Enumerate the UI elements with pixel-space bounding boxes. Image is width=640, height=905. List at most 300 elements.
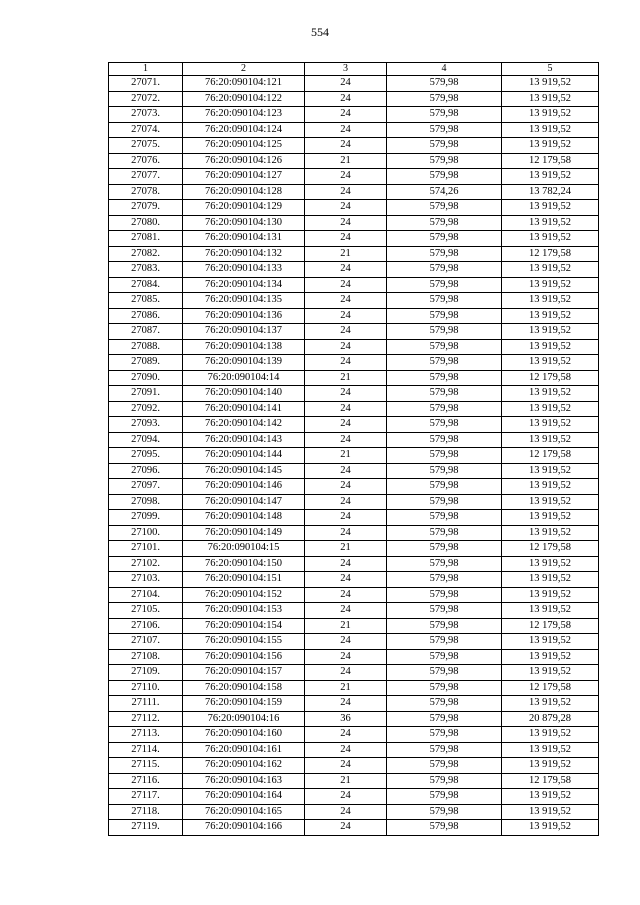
cadastral-number-cell: 76:20:090104:143 [183, 432, 305, 448]
cadastral-number-cell: 76:20:090104:131 [183, 231, 305, 247]
area-cell: 24 [305, 432, 387, 448]
rate-cell: 579,98 [387, 804, 502, 820]
row-number-cell: 27094. [109, 432, 183, 448]
amount-cell: 13 919,52 [502, 138, 599, 154]
area-cell: 24 [305, 200, 387, 216]
table-row [109, 742, 599, 758]
cadastral-number-cell: 76:20:090104:141 [183, 401, 305, 417]
amount-cell: 13 919,52 [502, 510, 599, 526]
area-cell: 24 [305, 665, 387, 681]
rate-cell: 579,98 [387, 324, 502, 340]
cadastral-number-cell: 76:20:090104:163 [183, 773, 305, 789]
table-row [109, 184, 599, 200]
rate-cell: 579,98 [387, 479, 502, 495]
area-cell: 24 [305, 820, 387, 836]
cadastral-number-cell: 76:20:090104:139 [183, 355, 305, 371]
table-row [109, 463, 599, 479]
area-cell: 24 [305, 107, 387, 123]
area-cell: 24 [305, 262, 387, 278]
table-row [109, 138, 599, 154]
row-number-cell: 27105. [109, 603, 183, 619]
area-cell: 24 [305, 603, 387, 619]
cadastral-number-cell: 76:20:090104:129 [183, 200, 305, 216]
rate-cell: 579,98 [387, 711, 502, 727]
rate-cell: 579,98 [387, 231, 502, 247]
table-body [109, 76, 599, 836]
amount-cell: 13 919,52 [502, 339, 599, 355]
amount-cell: 20 879,28 [502, 711, 599, 727]
row-number-cell: 27089. [109, 355, 183, 371]
amount-cell: 13 919,52 [502, 603, 599, 619]
area-cell: 24 [305, 122, 387, 138]
table-row [109, 324, 599, 340]
table-row [109, 200, 599, 216]
row-number-cell: 27082. [109, 246, 183, 262]
cadastral-number-cell: 76:20:090104:156 [183, 649, 305, 665]
area-cell: 24 [305, 417, 387, 433]
amount-cell: 13 919,52 [502, 262, 599, 278]
area-cell: 24 [305, 293, 387, 309]
rate-cell: 579,98 [387, 618, 502, 634]
column-header-5: 5 [502, 63, 599, 76]
rate-cell: 579,98 [387, 169, 502, 185]
row-number-cell: 27102. [109, 556, 183, 572]
area-cell: 24 [305, 308, 387, 324]
area-cell: 24 [305, 804, 387, 820]
area-cell: 24 [305, 696, 387, 712]
cadastral-number-cell: 76:20:090104:133 [183, 262, 305, 278]
amount-cell: 13 919,52 [502, 277, 599, 293]
table-header-row [109, 63, 599, 76]
cadastral-number-cell: 76:20:090104:151 [183, 572, 305, 588]
area-cell: 24 [305, 169, 387, 185]
row-number-cell: 27111. [109, 696, 183, 712]
table-row [109, 541, 599, 557]
amount-cell: 13 919,52 [502, 169, 599, 185]
rate-cell: 579,98 [387, 758, 502, 774]
table-row [109, 277, 599, 293]
rate-cell: 579,98 [387, 727, 502, 743]
area-cell: 24 [305, 742, 387, 758]
area-cell: 24 [305, 634, 387, 650]
amount-cell: 13 919,52 [502, 556, 599, 572]
table-row [109, 169, 599, 185]
cadastral-number-cell: 76:20:090104:138 [183, 339, 305, 355]
area-cell: 24 [305, 479, 387, 495]
rate-cell: 579,98 [387, 91, 502, 107]
area-cell: 24 [305, 277, 387, 293]
cadastral-number-cell: 76:20:090104:146 [183, 479, 305, 495]
amount-cell: 13 919,52 [502, 215, 599, 231]
area-cell: 21 [305, 618, 387, 634]
cadastral-number-cell: 76:20:090104:153 [183, 603, 305, 619]
cadastral-number-cell: 76:20:090104:147 [183, 494, 305, 510]
row-number-cell: 27103. [109, 572, 183, 588]
row-number-cell: 27097. [109, 479, 183, 495]
column-header-3: 3 [305, 63, 387, 76]
amount-cell: 13 919,52 [502, 122, 599, 138]
area-cell: 24 [305, 324, 387, 340]
row-number-cell: 27116. [109, 773, 183, 789]
row-number-cell: 27081. [109, 231, 183, 247]
table-row [109, 711, 599, 727]
table-row [109, 448, 599, 464]
rate-cell: 579,98 [387, 200, 502, 216]
area-cell: 36 [305, 711, 387, 727]
area-cell: 24 [305, 525, 387, 541]
area-cell: 24 [305, 339, 387, 355]
cadastral-number-cell: 76:20:090104:162 [183, 758, 305, 774]
table-row [109, 758, 599, 774]
table-row [109, 153, 599, 169]
cadastral-number-cell: 76:20:090104:161 [183, 742, 305, 758]
cadastral-number-cell: 76:20:090104:137 [183, 324, 305, 340]
table-row [109, 820, 599, 836]
row-number-cell: 27093. [109, 417, 183, 433]
cadastral-number-cell: 76:20:090104:130 [183, 215, 305, 231]
rate-cell: 579,98 [387, 215, 502, 231]
row-number-cell: 27117. [109, 789, 183, 805]
rate-cell: 579,98 [387, 541, 502, 557]
amount-cell: 13 919,52 [502, 200, 599, 216]
row-number-cell: 27101. [109, 541, 183, 557]
rate-cell: 579,98 [387, 773, 502, 789]
cadastral-number-cell: 76:20:090104:14 [183, 370, 305, 386]
cadastral-number-cell: 76:20:090104:154 [183, 618, 305, 634]
amount-cell: 13 919,52 [502, 324, 599, 340]
table-row [109, 525, 599, 541]
row-number-cell: 27074. [109, 122, 183, 138]
rate-cell: 579,98 [387, 525, 502, 541]
rate-cell: 579,98 [387, 355, 502, 371]
rate-cell: 579,98 [387, 370, 502, 386]
cadastral-number-cell: 76:20:090104:127 [183, 169, 305, 185]
cadastral-number-cell: 76:20:090104:160 [183, 727, 305, 743]
row-number-cell: 27113. [109, 727, 183, 743]
row-number-cell: 27075. [109, 138, 183, 154]
table-row [109, 727, 599, 743]
table-header [109, 63, 599, 76]
table-row [109, 494, 599, 510]
table-row [109, 587, 599, 603]
amount-cell: 13 919,52 [502, 742, 599, 758]
rate-cell: 579,98 [387, 463, 502, 479]
rate-cell: 579,98 [387, 665, 502, 681]
amount-cell: 12 179,58 [502, 246, 599, 262]
amount-cell: 13 919,52 [502, 727, 599, 743]
rate-cell: 579,98 [387, 696, 502, 712]
row-number-cell: 27077. [109, 169, 183, 185]
column-header-2: 2 [183, 63, 305, 76]
area-cell: 21 [305, 246, 387, 262]
cadastral-number-cell: 76:20:090104:150 [183, 556, 305, 572]
area-cell: 24 [305, 789, 387, 805]
table-row [109, 339, 599, 355]
rate-cell: 579,98 [387, 417, 502, 433]
data-table [108, 62, 599, 836]
rate-cell: 579,98 [387, 122, 502, 138]
table-row [109, 572, 599, 588]
row-number-cell: 27108. [109, 649, 183, 665]
rate-cell: 579,98 [387, 680, 502, 696]
amount-cell: 13 919,52 [502, 386, 599, 402]
rate-cell: 579,98 [387, 448, 502, 464]
amount-cell: 13 919,52 [502, 417, 599, 433]
area-cell: 21 [305, 773, 387, 789]
amount-cell: 12 179,58 [502, 370, 599, 386]
cadastral-number-cell: 76:20:090104:159 [183, 696, 305, 712]
amount-cell: 13 919,52 [502, 572, 599, 588]
table-row [109, 91, 599, 107]
table-row [109, 107, 599, 123]
row-number-cell: 27098. [109, 494, 183, 510]
rate-cell: 579,98 [387, 556, 502, 572]
column-header-1: 1 [109, 63, 183, 76]
row-number-cell: 27106. [109, 618, 183, 634]
rate-cell: 579,98 [387, 107, 502, 123]
area-cell: 24 [305, 386, 387, 402]
rate-cell: 579,98 [387, 742, 502, 758]
area-cell: 24 [305, 572, 387, 588]
row-number-cell: 27109. [109, 665, 183, 681]
table-row [109, 231, 599, 247]
amount-cell: 13 782,24 [502, 184, 599, 200]
area-cell: 24 [305, 494, 387, 510]
cadastral-number-cell: 76:20:090104:122 [183, 91, 305, 107]
amount-cell: 13 919,52 [502, 587, 599, 603]
table-row [109, 556, 599, 572]
row-number-cell: 27092. [109, 401, 183, 417]
table-row [109, 76, 599, 92]
amount-cell: 13 919,52 [502, 820, 599, 836]
rate-cell: 579,98 [387, 153, 502, 169]
amount-cell: 13 919,52 [502, 76, 599, 92]
row-number-cell: 27114. [109, 742, 183, 758]
cadastral-number-cell: 76:20:090104:166 [183, 820, 305, 836]
table-row [109, 215, 599, 231]
amount-cell: 12 179,58 [502, 153, 599, 169]
table-row [109, 293, 599, 309]
area-cell: 24 [305, 138, 387, 154]
cadastral-number-cell: 76:20:090104:152 [183, 587, 305, 603]
amount-cell: 13 919,52 [502, 494, 599, 510]
row-number-cell: 27096. [109, 463, 183, 479]
amount-cell: 13 919,52 [502, 308, 599, 324]
table-row [109, 649, 599, 665]
table-row [109, 386, 599, 402]
rate-cell: 579,98 [387, 386, 502, 402]
amount-cell: 13 919,52 [502, 665, 599, 681]
row-number-cell: 27107. [109, 634, 183, 650]
area-cell: 24 [305, 556, 387, 572]
amount-cell: 13 919,52 [502, 231, 599, 247]
amount-cell: 13 919,52 [502, 696, 599, 712]
cadastral-number-cell: 76:20:090104:140 [183, 386, 305, 402]
cadastral-number-cell: 76:20:090104:155 [183, 634, 305, 650]
row-number-cell: 27071. [109, 76, 183, 92]
area-cell: 24 [305, 401, 387, 417]
area-cell: 21 [305, 153, 387, 169]
rate-cell: 579,98 [387, 634, 502, 650]
row-number-cell: 27090. [109, 370, 183, 386]
area-cell: 24 [305, 184, 387, 200]
rate-cell: 579,98 [387, 138, 502, 154]
row-number-cell: 27091. [109, 386, 183, 402]
area-cell: 24 [305, 355, 387, 371]
row-number-cell: 27073. [109, 107, 183, 123]
rate-cell: 579,98 [387, 339, 502, 355]
cadastral-number-cell: 76:20:090104:132 [183, 246, 305, 262]
cadastral-number-cell: 76:20:090104:126 [183, 153, 305, 169]
area-cell: 24 [305, 510, 387, 526]
rate-cell: 579,98 [387, 572, 502, 588]
table-row [109, 262, 599, 278]
rate-cell: 579,98 [387, 820, 502, 836]
area-cell: 24 [305, 587, 387, 603]
amount-cell: 13 919,52 [502, 293, 599, 309]
row-number-cell: 27086. [109, 308, 183, 324]
amount-cell: 12 179,58 [502, 618, 599, 634]
table-row [109, 665, 599, 681]
rate-cell: 579,98 [387, 510, 502, 526]
row-number-cell: 27104. [109, 587, 183, 603]
row-number-cell: 27084. [109, 277, 183, 293]
table-row [109, 696, 599, 712]
row-number-cell: 27083. [109, 262, 183, 278]
table-row [109, 308, 599, 324]
table-row [109, 618, 599, 634]
rate-cell: 579,98 [387, 649, 502, 665]
row-number-cell: 27115. [109, 758, 183, 774]
area-cell: 24 [305, 215, 387, 231]
table-row [109, 246, 599, 262]
row-number-cell: 27088. [109, 339, 183, 355]
row-number-cell: 27110. [109, 680, 183, 696]
rate-cell: 579,98 [387, 494, 502, 510]
rate-cell: 579,98 [387, 432, 502, 448]
table-row [109, 773, 599, 789]
row-number-cell: 27112. [109, 711, 183, 727]
cadastral-number-cell: 76:20:090104:158 [183, 680, 305, 696]
area-cell: 24 [305, 463, 387, 479]
cadastral-number-cell: 76:20:090104:128 [183, 184, 305, 200]
cadastral-number-cell: 76:20:090104:15 [183, 541, 305, 557]
row-number-cell: 27078. [109, 184, 183, 200]
cadastral-number-cell: 76:20:090104:134 [183, 277, 305, 293]
amount-cell: 13 919,52 [502, 649, 599, 665]
rate-cell: 579,98 [387, 262, 502, 278]
rate-cell: 579,98 [387, 308, 502, 324]
row-number-cell: 27099. [109, 510, 183, 526]
area-cell: 21 [305, 541, 387, 557]
table-row [109, 510, 599, 526]
amount-cell: 13 919,52 [502, 479, 599, 495]
rate-cell: 579,98 [387, 587, 502, 603]
cadastral-number-cell: 76:20:090104:157 [183, 665, 305, 681]
rate-cell: 579,98 [387, 401, 502, 417]
table-row [109, 355, 599, 371]
row-number-cell: 27087. [109, 324, 183, 340]
amount-cell: 13 919,52 [502, 525, 599, 541]
amount-cell: 13 919,52 [502, 758, 599, 774]
area-cell: 24 [305, 231, 387, 247]
area-cell: 21 [305, 370, 387, 386]
cadastral-number-cell: 76:20:090104:165 [183, 804, 305, 820]
cadastral-number-cell: 76:20:090104:123 [183, 107, 305, 123]
area-cell: 24 [305, 727, 387, 743]
amount-cell: 13 919,52 [502, 355, 599, 371]
area-cell: 24 [305, 76, 387, 92]
row-number-cell: 27100. [109, 525, 183, 541]
area-cell: 24 [305, 649, 387, 665]
cadastral-number-cell: 76:20:090104:136 [183, 308, 305, 324]
rate-cell: 579,98 [387, 789, 502, 805]
cadastral-number-cell: 76:20:090104:121 [183, 76, 305, 92]
amount-cell: 12 179,58 [502, 773, 599, 789]
rate-cell: 579,98 [387, 246, 502, 262]
table-row [109, 804, 599, 820]
table-row [109, 417, 599, 433]
row-number-cell: 27076. [109, 153, 183, 169]
area-cell: 21 [305, 680, 387, 696]
amount-cell: 13 919,52 [502, 804, 599, 820]
amount-cell: 13 919,52 [502, 634, 599, 650]
amount-cell: 12 179,58 [502, 541, 599, 557]
page-number: 554 [311, 25, 329, 39]
row-number-cell: 27079. [109, 200, 183, 216]
cadastral-number-cell: 76:20:090104:148 [183, 510, 305, 526]
rate-cell: 579,98 [387, 603, 502, 619]
row-number-cell: 27085. [109, 293, 183, 309]
table-row [109, 479, 599, 495]
table-row [109, 789, 599, 805]
amount-cell: 13 919,52 [502, 401, 599, 417]
cadastral-number-cell: 76:20:090104:144 [183, 448, 305, 464]
cadastral-number-cell: 76:20:090104:149 [183, 525, 305, 541]
amount-cell: 12 179,58 [502, 448, 599, 464]
amount-cell: 13 919,52 [502, 463, 599, 479]
cadastral-number-cell: 76:20:090104:164 [183, 789, 305, 805]
cadastral-number-cell: 76:20:090104:16 [183, 711, 305, 727]
table-row [109, 401, 599, 417]
cadastral-number-cell: 76:20:090104:135 [183, 293, 305, 309]
row-number-cell: 27119. [109, 820, 183, 836]
table-row [109, 122, 599, 138]
table-row [109, 634, 599, 650]
cadastral-number-cell: 76:20:090104:124 [183, 122, 305, 138]
area-cell: 24 [305, 91, 387, 107]
rate-cell: 579,98 [387, 76, 502, 92]
row-number-cell: 27118. [109, 804, 183, 820]
column-header-4: 4 [387, 63, 502, 76]
rate-cell: 574,26 [387, 184, 502, 200]
cadastral-number-cell: 76:20:090104:125 [183, 138, 305, 154]
cadastral-number-cell: 76:20:090104:145 [183, 463, 305, 479]
amount-cell: 13 919,52 [502, 91, 599, 107]
amount-cell: 13 919,52 [502, 789, 599, 805]
amount-cell: 13 919,52 [502, 432, 599, 448]
amount-cell: 13 919,52 [502, 107, 599, 123]
table-row [109, 370, 599, 386]
row-number-cell: 27095. [109, 448, 183, 464]
table-row [109, 603, 599, 619]
rate-cell: 579,98 [387, 293, 502, 309]
area-cell: 24 [305, 758, 387, 774]
table-row [109, 432, 599, 448]
row-number-cell: 27072. [109, 91, 183, 107]
row-number-cell: 27080. [109, 215, 183, 231]
amount-cell: 12 179,58 [502, 680, 599, 696]
